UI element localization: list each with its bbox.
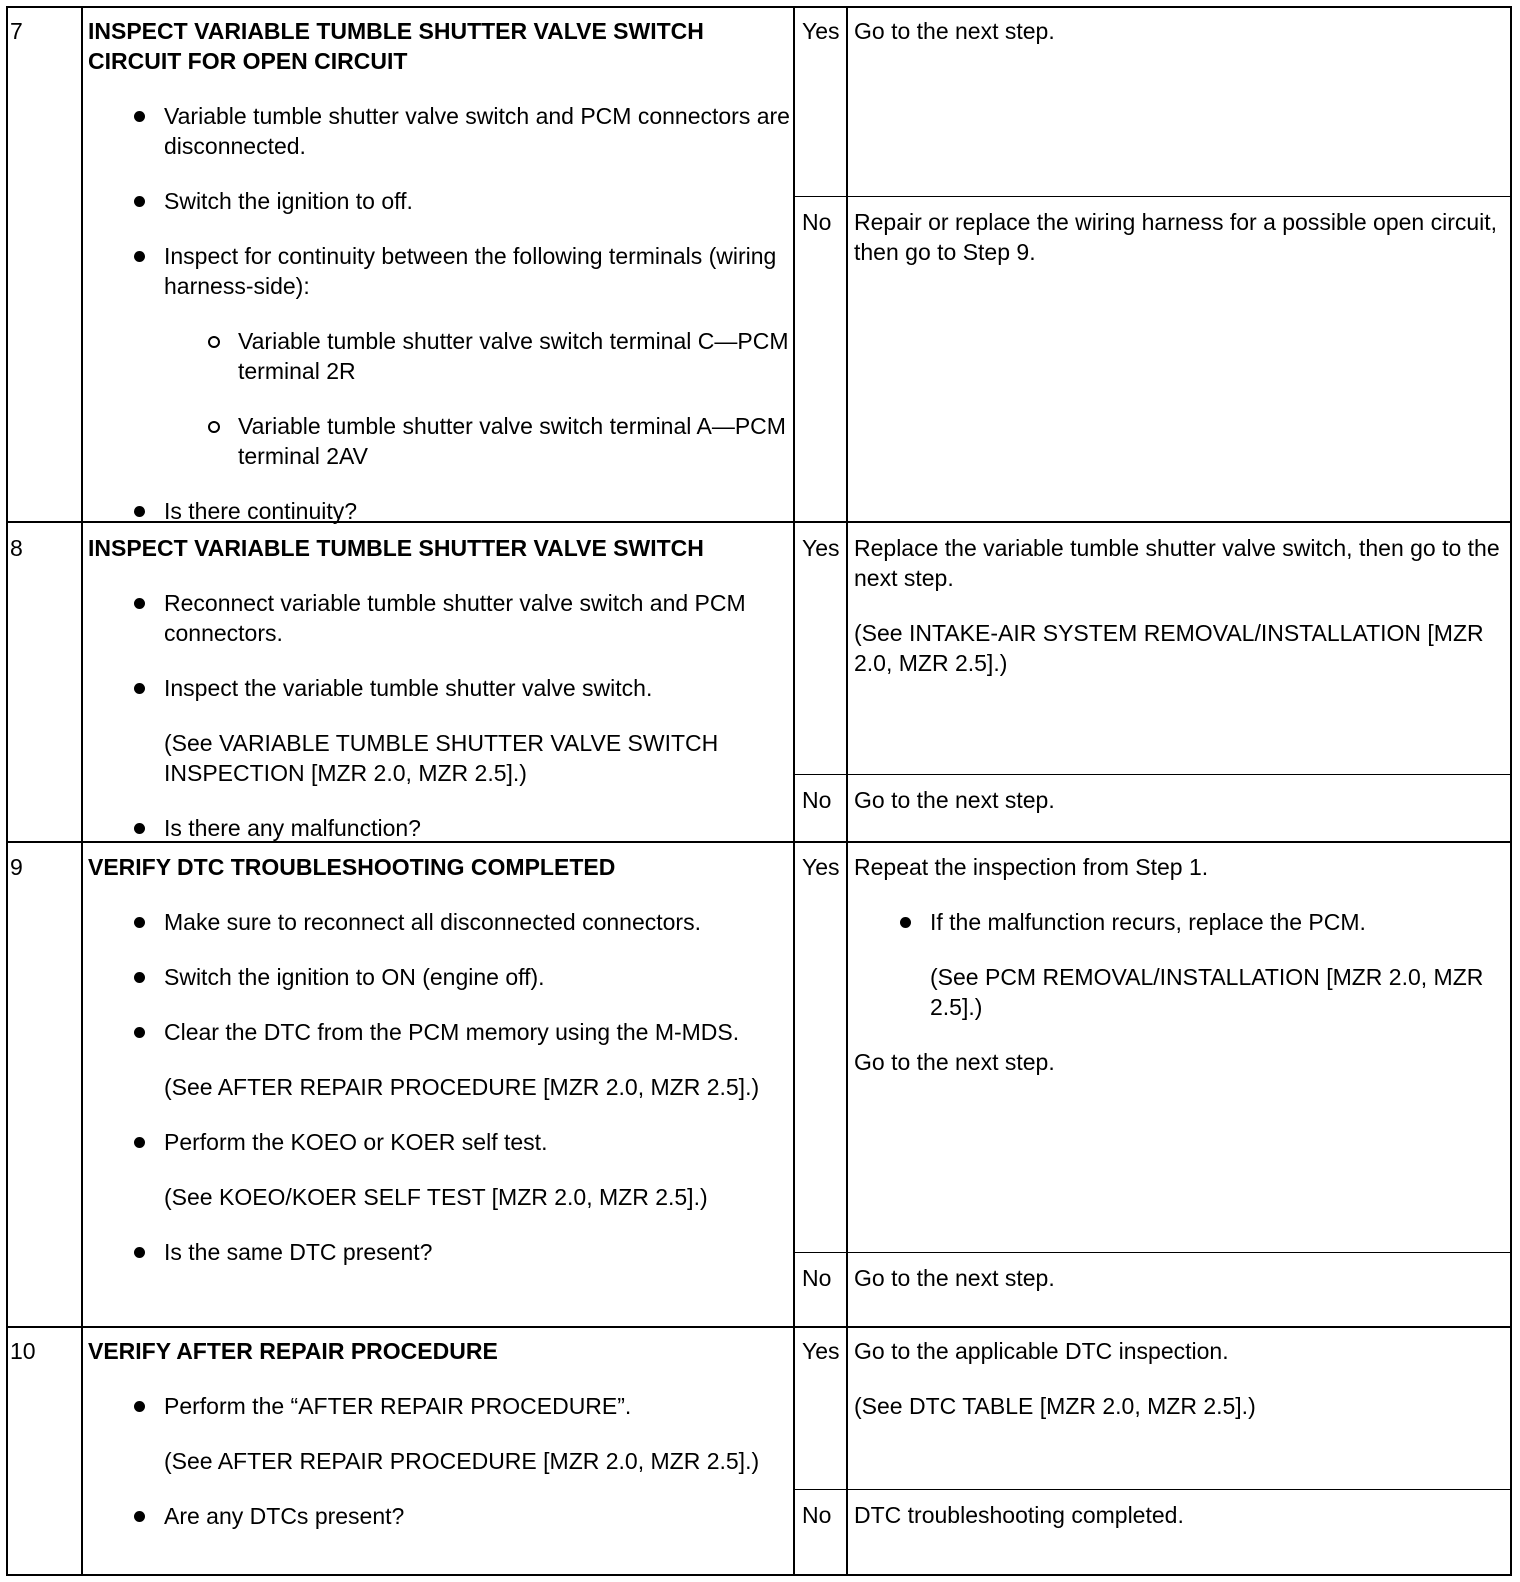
no-action: Repair or replace the wiring harness for a possible open circuit, then go to Step 9.: [854, 209, 1498, 265]
action-text: Replace the variable tumble shutter valve switch, then go to the next step.: [854, 535, 1500, 591]
bullet-text: Perform the “AFTER REPAIR PROCEDURE”.: [164, 1393, 632, 1419]
bullet-item: [88, 1127, 793, 1212]
action-text: Go to the next step.: [854, 1049, 1055, 1075]
step-number: 7: [10, 18, 23, 44]
bullet-text: Inspect the variable tumble shutter valve switch.: [164, 675, 653, 701]
reference-note: (See AFTER REPAIR PROCEDURE [MZR 2.0, MZR 2.5].): [164, 1074, 760, 1100]
bullet-item: [88, 962, 793, 992]
step-number: 9: [10, 854, 23, 880]
bullet-item: [88, 1237, 793, 1267]
bullet-text: Reconnect variable tumble shutter valve switch and PCM connectors.: [164, 590, 746, 646]
yes-action: [854, 529, 1504, 703]
step-7-description: [88, 12, 793, 551]
bullet-item: [88, 1391, 793, 1476]
step-title: INSPECT VARIABLE TUMBLE SHUTTER VALVE SWITCH: [88, 535, 704, 561]
bullet-text: Are any DTCs present?: [164, 1503, 405, 1529]
yes-action: [854, 1332, 1504, 1446]
bullet-text: Is the same DTC present?: [164, 1239, 433, 1265]
action-text: Go to the applicable DTC inspection.: [854, 1338, 1229, 1364]
step-title: [88, 16, 793, 76]
bullet-list: [88, 588, 793, 843]
step-9-description: [88, 848, 793, 1292]
no-label: No: [802, 1502, 832, 1528]
sub-bullet-item: Variable tumble shutter valve switch terminal A—PCM terminal 2AV: [164, 411, 793, 471]
yes-no-divider: [793, 774, 1512, 775]
no-action: DTC troubleshooting completed.: [854, 1502, 1184, 1528]
bullet-item: [854, 907, 1504, 1022]
reference-note: (See AFTER REPAIR PROCEDURE [MZR 2.0, MZR 2.5].): [164, 1448, 760, 1474]
reference-note: (See KOEO/KOER SELF TEST [MZR 2.0, MZR 2.5].): [164, 1184, 708, 1210]
sub-bullet-list: [164, 326, 793, 471]
yes-action: Go to the next step.: [854, 18, 1055, 44]
bullet-text: Variable tumble shutter valve switch and PCM connectors are disconnected.: [164, 103, 790, 159]
yes-label: Yes: [802, 854, 840, 880]
yes-action: [854, 848, 1504, 1102]
no-label: No: [802, 787, 832, 813]
bullet-list: [854, 907, 1504, 1022]
step-title-line: CIRCUIT FOR OPEN CIRCUIT: [88, 48, 408, 74]
bullet-text: Is there any malfunction?: [164, 815, 421, 841]
no-action: Go to the next step.: [854, 787, 1055, 813]
yes-label: Yes: [802, 535, 840, 561]
bullet-text: Perform the KOEO or KOER self test.: [164, 1129, 548, 1155]
yes-no-divider: [793, 196, 1512, 197]
troubleshooting-table: [6, 6, 1512, 1576]
step-title-line: INSPECT VARIABLE TUMBLE SHUTTER VALVE SWITCH: [88, 18, 704, 44]
bullet-text: Switch the ignition to ON (engine off).: [164, 964, 545, 990]
step-10-description: [88, 1332, 793, 1556]
sub-bullet-item: Variable tumble shutter valve switch terminal C—PCM terminal 2R: [164, 326, 793, 386]
step-number: 10: [10, 1338, 36, 1364]
bullet-item: [88, 813, 793, 843]
bullet-list: [88, 907, 793, 1267]
bullet-item: [88, 241, 793, 471]
step-title: VERIFY DTC TROUBLESHOOTING COMPLETED: [88, 854, 616, 880]
reference-note: (See PCM REMOVAL/INSTALLATION [MZR 2.0, MZR 2.5].): [930, 964, 1484, 1020]
column-divider: [793, 6, 795, 1576]
reference-note: (See DTC TABLE [MZR 2.0, MZR 2.5].): [854, 1393, 1256, 1419]
step-title: VERIFY AFTER REPAIR PROCEDURE: [88, 1338, 498, 1364]
step-8-description: [88, 529, 793, 868]
bullet-text: Clear the DTC from the PCM memory using the M-MDS.: [164, 1019, 740, 1045]
bullet-list: [88, 101, 793, 526]
bullet-item: [88, 1501, 793, 1531]
yes-no-divider: [793, 1489, 1512, 1490]
bullet-list: [88, 1391, 793, 1531]
bullet-item: [88, 101, 793, 161]
bullet-item: [88, 1017, 793, 1102]
row-divider: [6, 1326, 1512, 1328]
yes-label: Yes: [802, 1338, 840, 1364]
bullet-item: [88, 186, 793, 216]
bullet-item: [88, 588, 793, 648]
no-label: No: [802, 209, 832, 235]
no-action: Go to the next step.: [854, 1265, 1055, 1291]
bullet-text: Switch the ignition to off.: [164, 188, 413, 214]
bullet-text: If the malfunction recurs, replace the PCM.: [930, 909, 1366, 935]
bullet-item: [88, 673, 793, 788]
bullet-item: [88, 496, 793, 526]
column-divider: [81, 6, 83, 1576]
action-text: Repeat the inspection from Step 1.: [854, 854, 1209, 880]
bullet-item: [88, 907, 793, 937]
yes-no-divider: [793, 1252, 1512, 1253]
reference-note: (See VARIABLE TUMBLE SHUTTER VALVE SWITCH INSPECTION [MZR 2.0, MZR 2.5].): [164, 730, 719, 786]
step-number: 8: [10, 535, 23, 561]
reference-note: (See INTAKE-AIR SYSTEM REMOVAL/INSTALLATION [MZR 2.0, MZR 2.5].): [854, 620, 1484, 676]
no-label: No: [802, 1265, 832, 1291]
bullet-text: Is there continuity?: [164, 498, 358, 524]
bullet-text: Make sure to reconnect all disconnected connectors.: [164, 909, 701, 935]
yes-label: Yes: [802, 18, 840, 44]
bullet-text: Inspect for continuity between the following terminals (wiring harness-side):: [164, 243, 777, 299]
